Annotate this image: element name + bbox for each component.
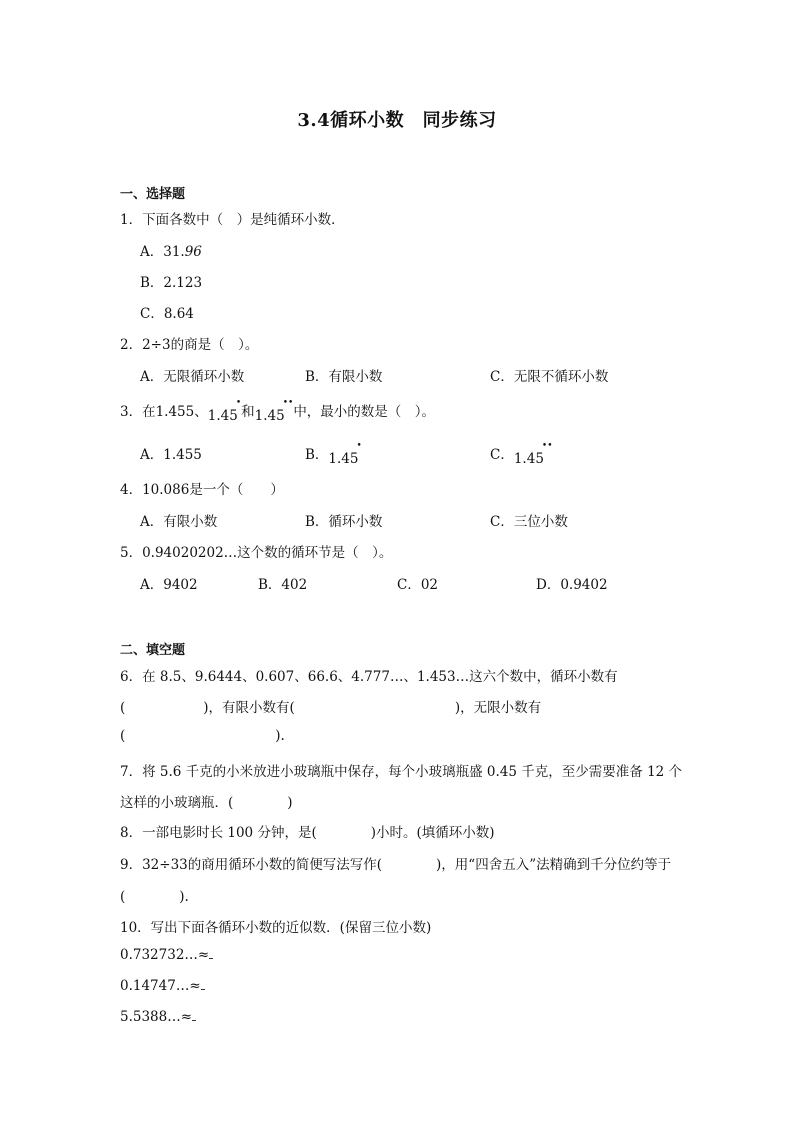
q4-option-b: B．循环小数 [305, 514, 383, 530]
question-10-stem: 10．写出下面各循环小数的近似数．(保留三位小数) [120, 920, 432, 936]
q10-item-2 [120, 978, 205, 994]
question-7-line-1: 7．将 5.6 千克的小米放进小玻璃瓶中保存，每个小玻璃瓶盛 0.45 千克，至少需要准备 12 个 [120, 764, 683, 780]
q4-stem-start: 4．10.08 [120, 482, 181, 498]
q4-option-a: A．有限小数 [140, 514, 218, 530]
q3-option-c-label: C． [490, 447, 514, 463]
q5-option-b: B．402 [258, 577, 308, 593]
q3-stem-mid: 和 [241, 404, 255, 420]
q3-option-c-dots: •• [541, 440, 553, 451]
q10-item-3-text: 5.5388…≈ [120, 1009, 193, 1025]
q1-option-c-label: C．8 [140, 306, 173, 322]
question-9-line-2: ( ). [120, 889, 189, 905]
q1-option-b-label: B．2.12 [140, 275, 194, 291]
q4-stem-end: 是一个（ ） [189, 482, 284, 498]
question-8: 8．一部电影时长 100 分钟，是( )小时。(填循环小数) [120, 825, 495, 841]
q1-option-b [140, 271, 202, 291]
q5-option-c: C．02 [397, 577, 439, 593]
q3-stem-end: 中，最小的数是（ ）。 [293, 404, 436, 420]
page-title: 3.4循环小数 同步练习 [297, 110, 497, 131]
q4-option-c: C．三位小数 [490, 514, 568, 530]
q3-stem-start: 3．在1.455、 [120, 404, 208, 420]
q10-item-2-text: 0.14747…≈ [120, 978, 201, 994]
q3-number-1: 1.45 [207, 408, 238, 424]
section-heading-fill: 二、填空题 [120, 643, 186, 658]
q1-option-a-label: A．31. [140, 244, 185, 260]
q3-option-b-dot: • [356, 440, 362, 451]
q6-paren-open-1: ( [120, 700, 126, 716]
q1-option-c-tail: .64 [172, 306, 194, 322]
q3-number-2: 1.45 [254, 408, 285, 424]
question-1-stem: 1．下面各数中（ ）是纯循环小数． [120, 212, 345, 228]
q5-option-a: A．9402 [140, 577, 198, 593]
question-7-line-2: 这样的小玻璃瓶．( ) [120, 795, 293, 811]
q1-option-a-repeat-digits: 96 [184, 244, 202, 260]
q10-item-2-blank [201, 989, 205, 990]
q10-item-1 [120, 947, 213, 963]
question-4-stem [120, 478, 284, 498]
q2-option-c: C．无限不循环小数 [490, 369, 609, 385]
question-3-stem [120, 397, 436, 424]
question-6-line-1: 6．在 8.5、9.6444、0.607、66.6、4.777…、1.453…这六个数中，循环小数有 [120, 669, 618, 685]
question-6-line-2 [120, 696, 541, 716]
q3-option-c [490, 440, 553, 467]
q3-option-b-label: B． [305, 447, 329, 463]
question-9-line-1: 9．32÷33的商用循环小数的简便写法写作( )，用“四舍五入”法精确到千分位约等于 [120, 857, 672, 873]
q10-item-3-blank [192, 1020, 196, 1021]
q1-option-c [140, 302, 194, 322]
q1-option-a [140, 240, 202, 260]
q3-option-c-number: 1.45 [513, 451, 544, 467]
question-5-stem: 5．0.94020202…这个数的循环节是（ ）。 [120, 545, 393, 561]
q6-middle-text: )，有限小数有( [203, 700, 295, 716]
question-2-stem: 2．2÷3的商是（ ）。 [120, 337, 259, 353]
q2-option-b: B．有限小数 [305, 369, 383, 385]
q10-item-3 [120, 1009, 196, 1025]
q3-option-a: A．1.455 [140, 447, 202, 463]
q3-repeat-dot-2: •• [282, 397, 294, 408]
q10-item-1-blank [209, 958, 213, 959]
section-heading-choice: 一、选择题 [120, 187, 186, 202]
q4-repeat-digit: 6 [180, 482, 190, 498]
q10-item-1-text: 0.732732…≈ [120, 947, 210, 963]
q3-option-b [305, 440, 362, 467]
q6-end-text: )，无限小数有 [454, 700, 542, 716]
q1-option-b-repeat-digit: 3 [193, 275, 203, 291]
q3-repeat-dot-1: • [235, 397, 242, 408]
q6-paren-close-3: ). [275, 728, 285, 744]
question-6-line-3 [120, 728, 285, 744]
q6-paren-open-3: ( [120, 728, 126, 744]
q3-option-b-number: 1.45 [328, 451, 359, 467]
q2-option-a: A．无限循环小数 [140, 369, 245, 385]
q5-option-d: D．0.9402 [536, 577, 608, 593]
